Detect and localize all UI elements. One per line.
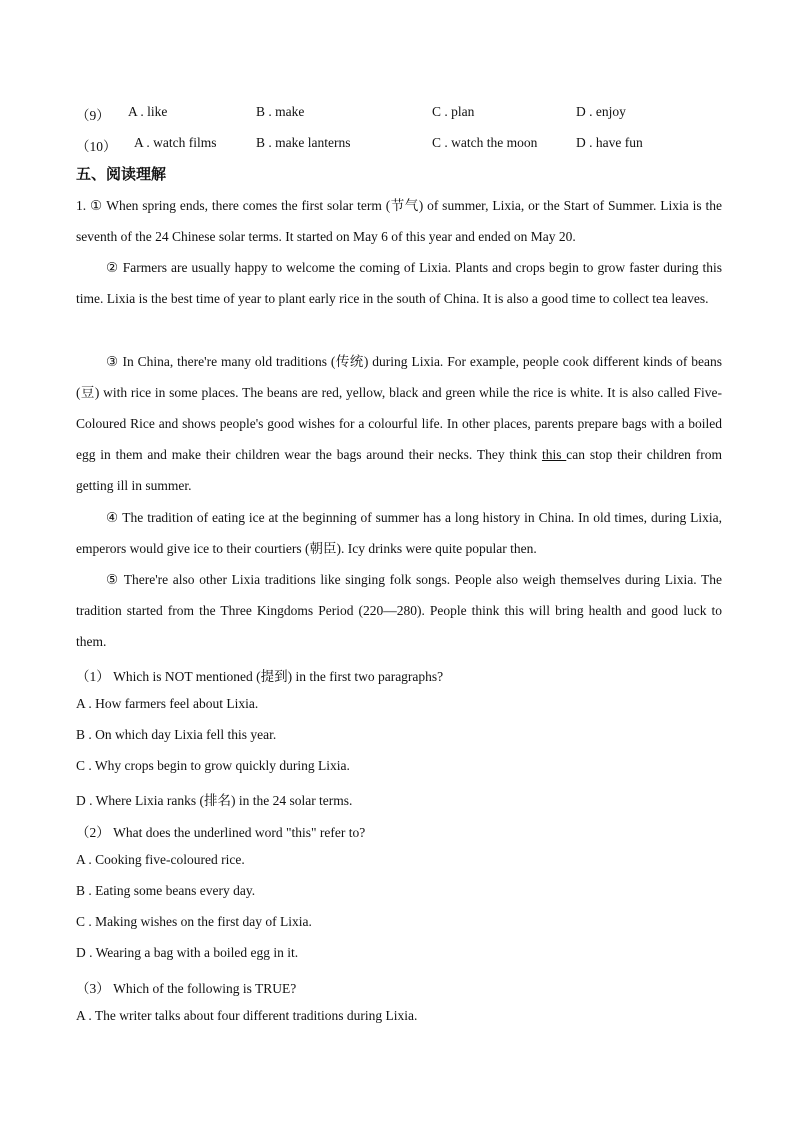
option-d: D . enjoy — [576, 104, 626, 119]
question-stem: （2） What does the underlined word "this" refer to? — [76, 825, 366, 840]
answer-option: A . How farmers feel about Lixia. — [76, 696, 259, 711]
cloze-option-row-10 — [76, 135, 722, 155]
question-number: （9） — [76, 108, 110, 123]
answer-option: C . Why crops begin to grow quickly during Lixia. — [76, 758, 350, 773]
underlined-word: this — [541, 447, 567, 462]
answer-option: A . The writer talks about four different traditions during Lixia. — [76, 1008, 418, 1023]
passage-paragraph-4: ④ The tradition of eating ice at the beginning of summer has a long history in China. In old times, during Lixia, emperors would give ice to their courtiers (朝臣). Icy drinks were quite popular then. — [76, 510, 722, 556]
question-stem: （1） Which is NOT mentioned (提到) in the first two paragraphs? — [76, 669, 444, 684]
passage-paragraph-1: 1. ① When spring ends, there comes the first solar term (节气) of summer, Lixia, or the Start of Summer. Lixia is the seventh of the 24 Chinese solar terms. It started on May 6 of this year and ended on May 20. — [76, 198, 722, 244]
paragraph-text: can stop their children from getting ill in summer. — [76, 447, 722, 493]
passage-paragraph-3 — [76, 346, 722, 501]
section-title: 五、阅读理解 — [76, 165, 167, 183]
passage-paragraph-5: ⑤ There're also other Lixia traditions like singing folk songs. People also weigh themselves during Lixia. The tradition started from the Three Kingdoms Period (220—280). People think this will bring health and good luck to them. — [76, 572, 722, 649]
cloze-option-row-9 — [76, 104, 722, 124]
option-a: A . watch films — [134, 135, 217, 150]
answer-option: C . Making wishes on the first day of Lixia. — [76, 914, 312, 929]
option-b: B . make — [256, 104, 305, 119]
answer-option: D . Where Lixia ranks (排名) in the 24 solar terms. — [76, 793, 353, 808]
question-number: （10） — [76, 139, 117, 154]
option-d: D . have fun — [576, 135, 643, 150]
answer-option: B . Eating some beans every day. — [76, 883, 256, 898]
passage-paragraph-2: ② Farmers are usually happy to welcome the coming of Lixia. Plants and crops begin to grow faster during this time. Lixia is the best time of year to plant early rice in the south of China. It is also a good time to collect tea leaves. — [76, 260, 722, 306]
paragraph-text: ③ In China, there're many old traditions (传统) during Lixia. For example, people cook different kinds of beans (豆) with rice in some places. The beans are red, yellow, black and green while the rice is white. It is also called Five-Coloured Rice and shows people's good wishes for a colourful life. In other places, parents prepare bags with a boiled egg in them and make their children wear the bags around their necks. They think — [76, 354, 722, 462]
answer-option: A . Cooking five-coloured rice. — [76, 852, 245, 867]
answer-option: D . Wearing a bag with a boiled egg in it. — [76, 945, 299, 960]
question-stem: （3） Which of the following is TRUE? — [76, 981, 297, 996]
option-b: B . make lanterns — [256, 135, 351, 150]
option-c: C . plan — [432, 104, 475, 119]
option-a: A . like — [128, 104, 168, 119]
option-c: C . watch the moon — [432, 135, 538, 150]
answer-option: B . On which day Lixia fell this year. — [76, 727, 277, 742]
